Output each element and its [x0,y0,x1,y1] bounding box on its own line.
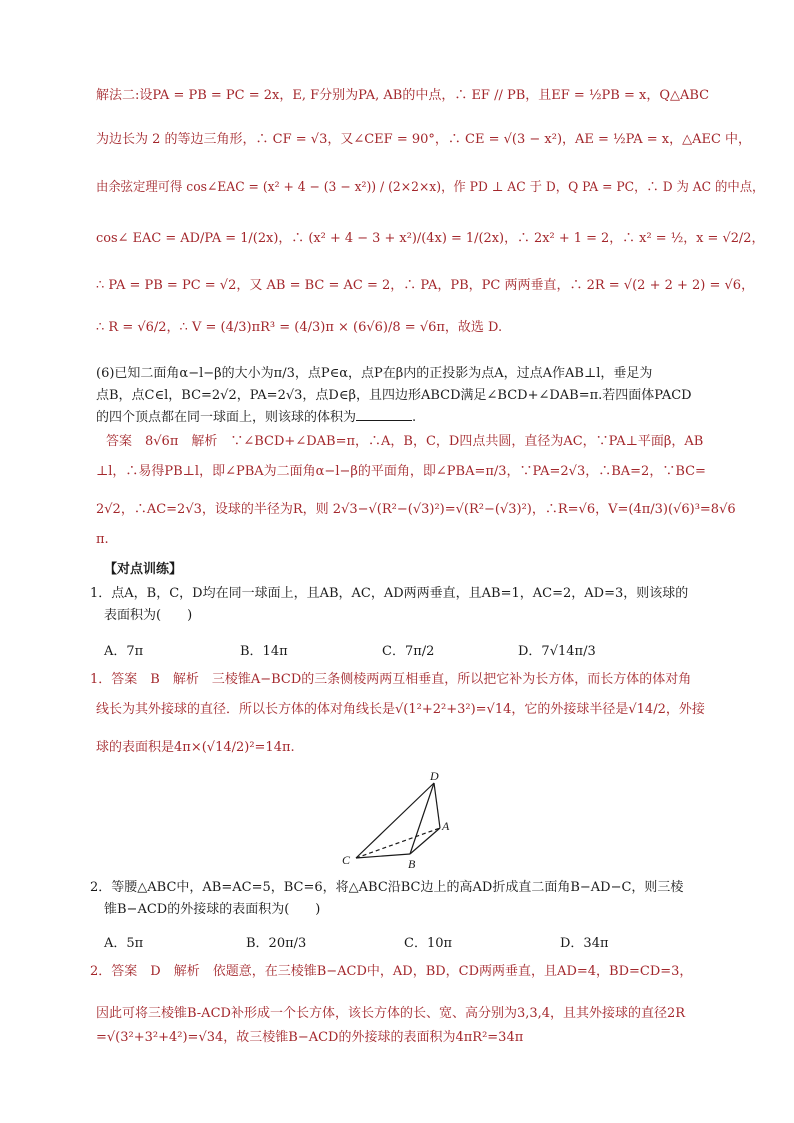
edge-da [434,783,440,828]
q6-line-3-end: . [412,410,417,425]
ex2-answer-line-2: 因此可将三棱锥B-ACD补形成一个长方体，该长方体的长、宽、高分别为3,3,4，且其外接球的直径2R [96,1006,686,1021]
q6-answer-line-2: ⊥l，∴易得PB⊥l，即∠PBA为二面角α−l−β的平面角，即∠PBA=π/3，∵PA=2√3，∴BA=2，∵BC= [96,464,706,479]
ex2-option-c: C．10π [404,936,453,951]
ex2-answer-line-3: =√(3²+3²+4²)=√34，故三棱锥B−ACD的外接球的表面积为4πR²=34π [96,1030,524,1045]
method2-line-4: cos∠ EAC = AD/PA = 1/(2x)，∴ (x² + 4 − 3 + x²)/(4x) = 1/(2x)，∴ 2x² + 1 = 2，∴ x² = ½，x = √2/2， [96,231,765,246]
edge-ca-hidden [356,828,440,858]
q6-line-3 [96,408,416,428]
ex2-line-1: 2．等腰△ABC中，AB=AC=5，BC=6，将△ABC沿BC边上的高AD折成直二面角B−AD−C，则三棱 [90,880,684,895]
q6-line-1: (6)已知二面角α−l−β的大小为π/3，点P∈α，点P在β内的正投影为点A，过点A作AB⊥l，垂足为 [96,366,653,381]
q6-answer-line-1: 答案 8√6π 解析 ∵∠BCD+∠DAB=π，∴A，B，C，D四点共圆，直径为AC，∵PA⊥平面β，AB [106,434,704,449]
ex2-option-b: B．20π/3 [246,936,307,951]
label-a: A [442,819,450,833]
ex2-line-2: 锥B−ACD的外接球的表面积为( ) [104,902,321,917]
ex1-option-c: C．7π/2 [382,644,435,659]
q6-answer-line-4: π. [96,532,109,547]
method2-line-1: 解法二:设PA = PB = PC = 2x，E, F分别为PA, AB的中点，∴ EF // PB，且EF = ½PB = x，Q△ABC [96,88,710,103]
q6-answer-line-3: 2√2，∴AC=2√3，设球的半径为R，则 2√3−√(R²−(√3)²)=√(R²−(√3)²)，∴R=√6，V=(4π/3)(√6)³=8√6 [96,502,736,517]
q6-line-2: 点B，点C∈l，BC=2√2，PA=2√3，点D∈β，且四边形ABCD满足∠BCD+∠DAB=π.若四面体PACD [96,388,692,403]
section-title: 【对点训练】 [104,562,183,577]
ex1-answer-line-1: 1．答案 B 解析 三棱锥A−BCD的三条侧棱两两互相垂直，所以把它补为长方体，而长方体的体对角 [90,672,692,687]
ex2-answer-line-1: 2．答案 D 解析 依题意，在三棱锥B−ACD中，AD，BD，CD两两垂直，且AD=4，BD=CD=3， [90,964,693,979]
edge-cd [356,783,434,858]
method2-line-6: ∴ R = √6/2，∴ V = (4/3)πR³ = (4/3)π × (6√6)/8 = √6π，故选 D. [96,320,503,335]
q6-line-3-text: 的四个顶点都在同一球面上，则该球的体积为 [96,410,357,425]
label-d: D [430,769,439,783]
answer-blank [356,408,412,421]
ex1-option-a: A．7π [104,644,144,659]
method2-line-3: 由余弦定理可得 cos∠EAC = (x² + 4 − (3 − x²)) / (2×2×x)，作 PD ⊥ AC 于 D，Q PA = PC，∴ D 为 AC 的中点， [96,180,765,195]
ex1-line-2: 表面积为( ) [104,608,193,623]
ex1-answer-line-2: 线长为其外接球的直径．所以长方体的体对角线长是√(1²+2²+3²)=√14，它的外接球半径是√14/2，外接 [96,702,705,717]
label-c: C [342,853,351,867]
method2-line-5: ∴ PA = PB = PC = √2，又 AB = BC = AC = 2，∴ PA，PB，PC 两两垂直，∴ 2R = √(2 + 2 + 2) = √6， [96,278,755,293]
tetrahedron-diagram [330,768,460,874]
label-b: B [408,857,416,871]
ex1-option-d: D．7√14π/3 [518,644,596,659]
ex1-line-1: 1．点A，B，C，D均在同一球面上，且AB，AC，AD两两垂直，且AB=1，AC=2，AD=3，则该球的 [90,586,689,601]
ex1-option-b: B．14π [240,644,288,659]
method2-line-2: 为边长为 2 的等边三角形，∴ CF = √3，又∠CEF = 90°，∴ CE = √(3 − x²)，AE = ½PA = x，△AEC 中， [96,132,752,147]
ex2-option-d: D．34π [560,936,609,951]
ex2-option-a: A．5π [104,936,144,951]
ex1-answer-line-3: 球的表面积是4π×(√14/2)²=14π. [96,740,295,755]
